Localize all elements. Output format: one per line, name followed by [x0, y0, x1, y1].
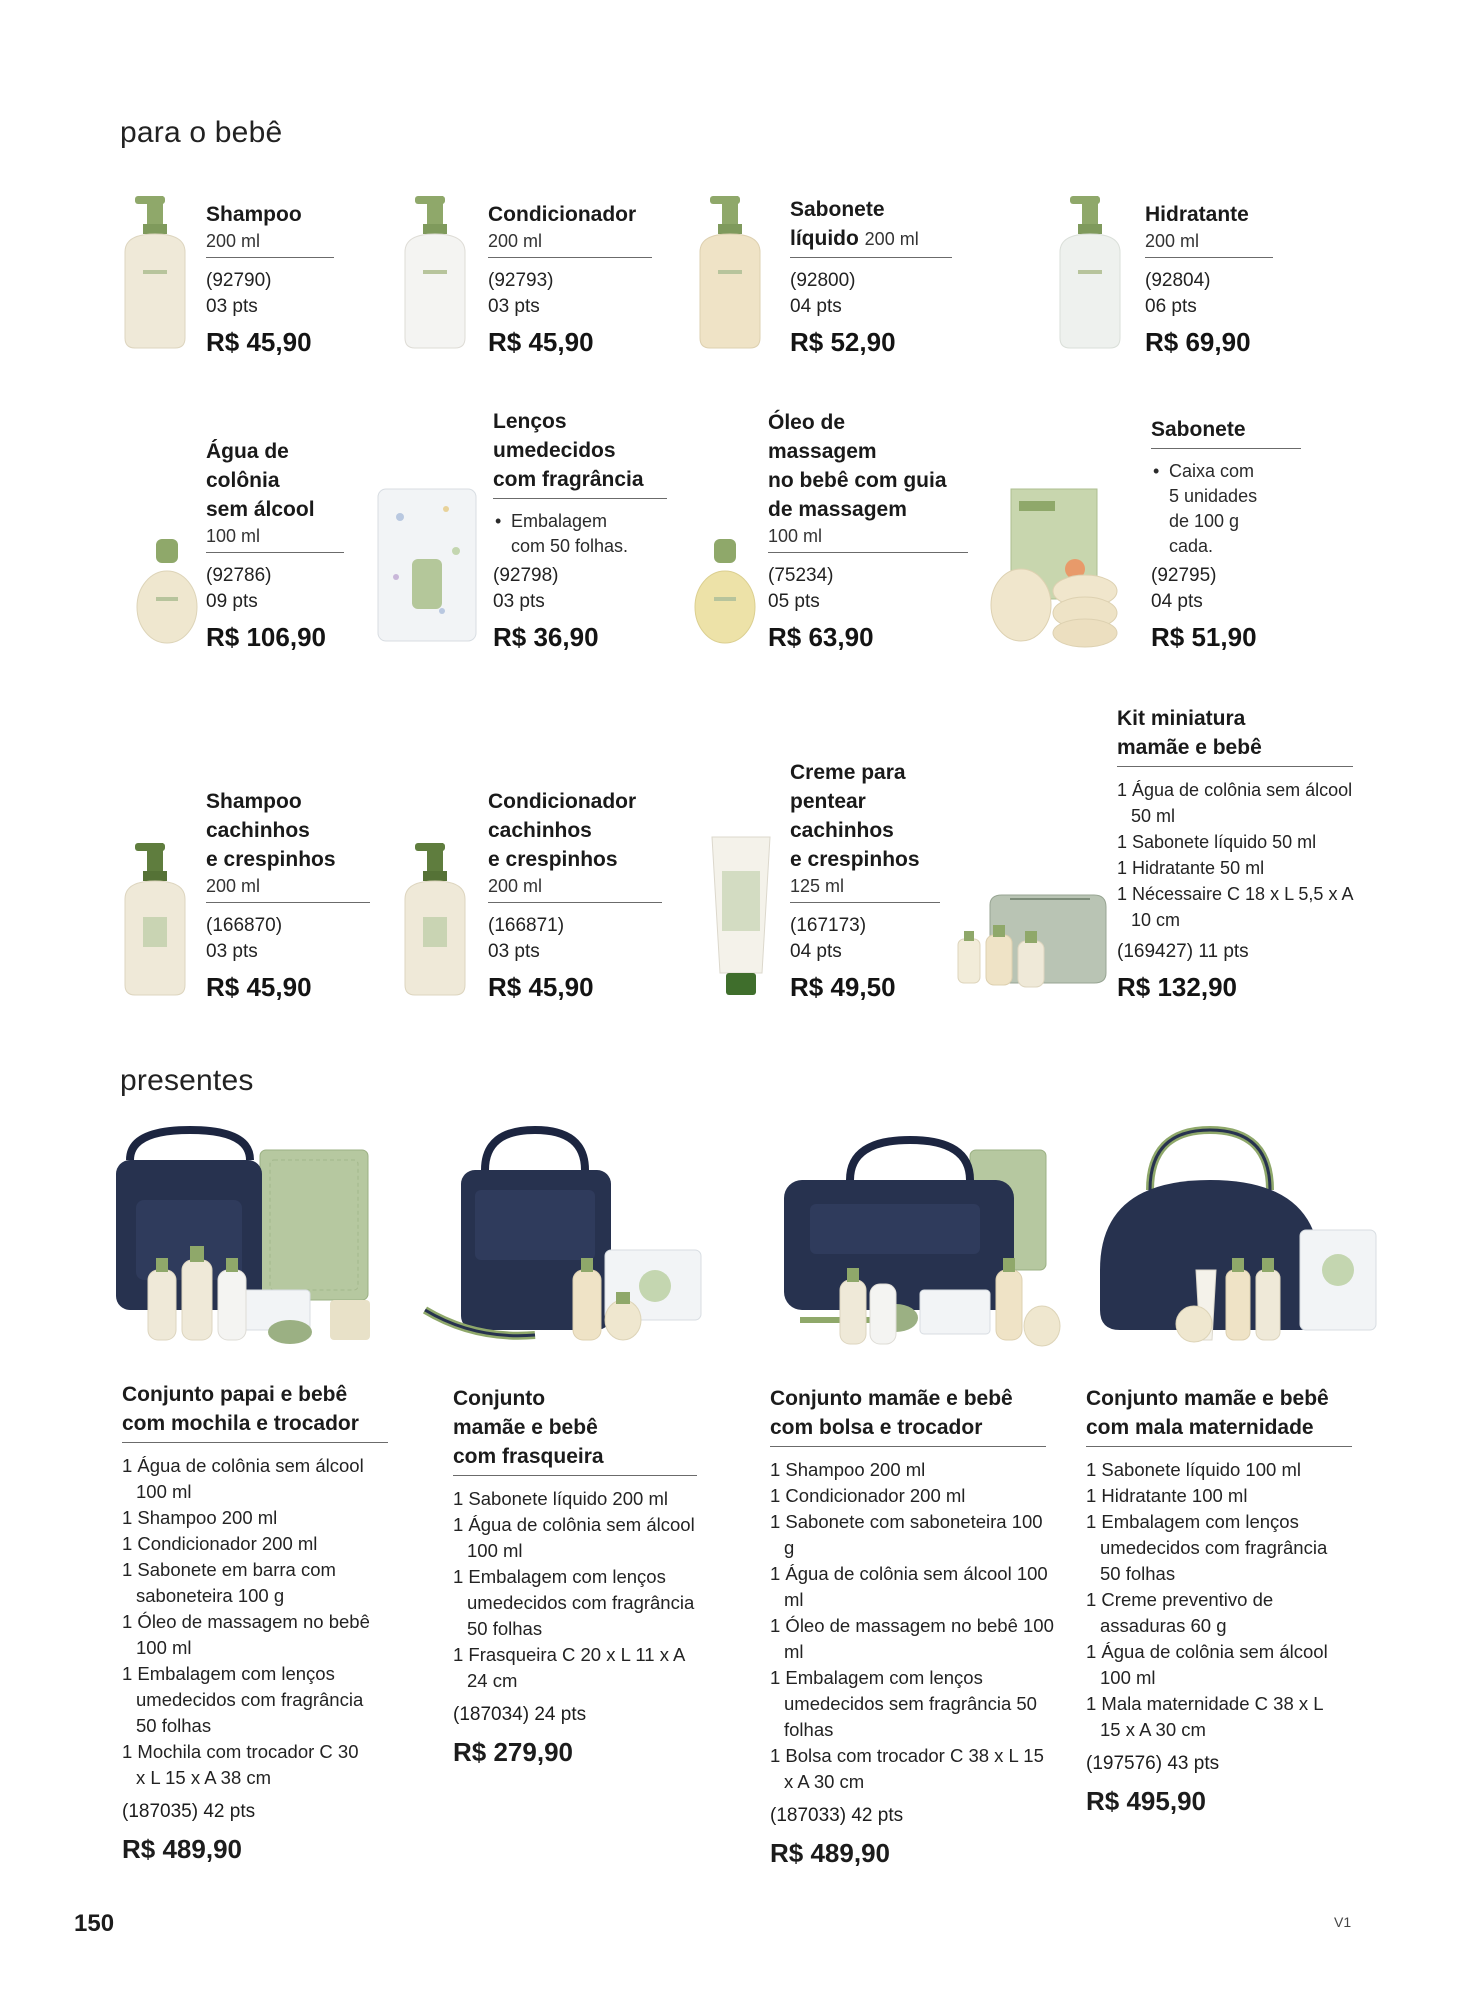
product-price: R$ 49,50 — [790, 972, 896, 1002]
conditioner-bottle-image — [397, 192, 473, 352]
product-points: 04 pts — [1151, 591, 1203, 612]
product-points: 03 pts — [493, 591, 545, 612]
product-code-points: (169427) 11 pts — [1117, 941, 1249, 962]
product-size: 100 ml — [768, 526, 823, 546]
gift-item: 1 Bolsa com trocador C 38 x L 15 x A 30 cm — [770, 1745, 1044, 1792]
product-name-line: Sabonete — [1151, 418, 1246, 441]
product-name-line: pentear — [790, 790, 866, 813]
product-card[interactable] — [985, 365, 1315, 655]
product-code: (92786) — [206, 565, 272, 586]
maternity-bag-gift-set-image — [1090, 1120, 1380, 1360]
gift-item: 1 Shampoo 200 ml — [770, 1459, 926, 1480]
product-size: 200 ml — [206, 876, 261, 896]
liquid-soap-bottle-image — [692, 192, 768, 352]
product-card[interactable] — [370, 365, 690, 655]
product-card[interactable] — [1050, 70, 1350, 360]
kit-item: 1 Sabonete líquido 50 ml — [1117, 832, 1317, 852]
gift-name-line: Conjunto papai e bebê — [122, 1383, 348, 1406]
product-size: 100 ml — [206, 526, 261, 546]
gift-item: 1 Embalagem com lenços umedecidos com fragrância 50 folhas — [122, 1663, 364, 1736]
divider — [1151, 448, 1301, 449]
product-price: R$ 63,90 — [768, 622, 874, 652]
product-name-line: cachinhos — [206, 819, 310, 842]
product-name-line: massagem — [768, 440, 877, 463]
product-size: 200 ml — [206, 231, 261, 251]
massage-oil-bottle-image — [692, 537, 758, 647]
product-code: (166870) — [206, 915, 283, 936]
shoulder-bag-gift-set-image — [770, 1120, 1080, 1360]
product-card[interactable] — [690, 710, 990, 1005]
gift-price: R$ 489,90 — [122, 1834, 242, 1864]
gift-item: 1 Mochila com trocador C 30 x L 15 x A 38 cm — [122, 1741, 359, 1788]
bullet-line: Caixa com — [1169, 461, 1255, 481]
product-price: R$ 106,90 — [206, 622, 326, 652]
kit-item: 1 Hidratante 50 ml — [1117, 858, 1265, 878]
section-title-gifts: presentes — [120, 1064, 254, 1097]
product-name-line: de massagem — [768, 498, 907, 521]
gift-price: R$ 489,90 — [770, 1838, 890, 1868]
gift-item: 1 Sabonete líquido 100 ml — [1086, 1459, 1301, 1480]
product-bullet — [493, 509, 683, 559]
gift-code-points: (197576) 43 pts — [1086, 1753, 1220, 1774]
bullet-line: 5 unidades — [1169, 486, 1258, 506]
gift-name-line: mamãe e bebê — [453, 1416, 598, 1439]
product-size: 200 ml — [864, 229, 919, 249]
product-code: (92790) — [206, 270, 272, 291]
divider — [768, 552, 968, 553]
product-price: R$ 45,90 — [488, 327, 594, 357]
divider — [206, 257, 334, 258]
product-code: (166871) — [488, 915, 565, 936]
cologne-bottle-image — [134, 537, 200, 647]
product-size: 200 ml — [488, 231, 543, 251]
gift-item: 1 Condicionador 200 ml — [770, 1485, 966, 1506]
product-name-line: no bebê com guia — [768, 469, 947, 492]
product-card[interactable] — [395, 70, 695, 360]
divider — [1086, 1446, 1352, 1447]
section-title-baby: para o bebê — [120, 116, 283, 149]
gift-code-points: (187033) 42 pts — [770, 1805, 904, 1826]
curly-conditioner-bottle-image — [397, 839, 473, 999]
bullet-line: Embalagem — [511, 511, 608, 531]
gift-item: 1 Hidratante 100 ml — [1086, 1485, 1248, 1506]
product-price: R$ 51,90 — [1151, 622, 1257, 652]
product-card[interactable] — [690, 70, 990, 360]
divider — [790, 902, 940, 903]
moisturizer-bottle-image — [1052, 192, 1128, 352]
product-code: (75234) — [768, 565, 834, 586]
divider — [1117, 766, 1353, 767]
gift-item: 1 Água de colônia sem álcool 100 ml — [453, 1514, 695, 1561]
gift-card[interactable] — [1086, 1384, 1376, 1819]
product-name-line: colônia — [206, 469, 280, 492]
gift-item: 1 Embalagem com lenços umedecidos sem fragrância 50 folhas — [770, 1667, 1037, 1740]
divider — [1145, 257, 1273, 258]
product-bullet — [1151, 459, 1321, 559]
product-points: 03 pts — [488, 296, 540, 317]
gift-item: 1 Mala maternidade C 38 x L 15 x A 30 cm — [1086, 1693, 1323, 1740]
gift-name-line: com mochila e trocador — [122, 1412, 359, 1435]
product-points: 09 pts — [206, 591, 258, 612]
product-price: R$ 52,90 — [790, 327, 896, 357]
divider — [488, 257, 652, 258]
gift-price: R$ 279,90 — [453, 1737, 573, 1767]
product-code: (92798) — [493, 565, 559, 586]
divider — [493, 498, 667, 499]
product-name-line: Condicionador — [488, 203, 637, 226]
gift-name-line: com frasqueira — [453, 1445, 604, 1468]
product-name-line: Creme para — [790, 761, 906, 784]
divider — [122, 1442, 388, 1443]
gift-item: 1 Água de colônia sem álcool 100 ml — [770, 1563, 1048, 1610]
product-points: 04 pts — [790, 296, 842, 317]
gift-name-line: Conjunto — [453, 1387, 546, 1410]
product-price: R$ 36,90 — [493, 622, 599, 652]
product-points: 03 pts — [206, 296, 258, 317]
gift-item: 1 Óleo de massagem no bebê 100 ml — [770, 1615, 1054, 1662]
product-name-line: umedecidos — [493, 439, 616, 462]
product-code: (92795) — [1151, 565, 1217, 586]
mini-kit-pouch-image — [950, 885, 1110, 995]
gift-name-line: com bolsa e trocador — [770, 1416, 983, 1439]
bullet-line: cada. — [1169, 536, 1214, 556]
gift-item: 1 Shampoo 200 ml — [122, 1507, 278, 1528]
product-name-line: com fragrância — [493, 468, 644, 491]
gift-item: 1 Creme preventivo de assaduras 60 g — [1086, 1589, 1274, 1636]
product-code: (92793) — [488, 270, 554, 291]
shampoo-bottle-image — [117, 192, 193, 352]
gift-code-points: (187034) 24 pts — [453, 1704, 587, 1725]
gift-card[interactable] — [122, 1380, 422, 1867]
gift-name-line: com mala maternidade — [1086, 1416, 1314, 1439]
product-price: R$ 69,90 — [1145, 327, 1251, 357]
divider — [206, 552, 344, 553]
gift-item: 1 Condicionador 200 ml — [122, 1533, 318, 1554]
product-code: (92800) — [790, 270, 856, 291]
bullet-line: com 50 folhas. — [511, 536, 629, 556]
product-name-line: Hidratante — [1145, 203, 1249, 226]
product-name-line: Kit miniatura — [1117, 707, 1246, 730]
product-name-line: mamãe e bebê — [1117, 736, 1262, 759]
divider — [770, 1446, 1046, 1447]
page-number: 150 — [74, 1910, 115, 1937]
product-name-line: Shampoo — [206, 203, 302, 226]
gift-item: 1 Sabonete com saboneteira 100 g — [770, 1511, 1043, 1558]
curly-shampoo-bottle-image — [117, 839, 193, 999]
product-name-line: Shampoo — [206, 790, 302, 813]
product-name-line: cachinhos — [488, 819, 592, 842]
bullet-line: de 100 g — [1169, 511, 1240, 531]
kit-item: 1 Nécessaire C 18 x L 5,5 x A 10 cm — [1117, 884, 1353, 930]
divider — [790, 257, 952, 258]
kit-item: 1 Água de colônia sem álcool 50 ml — [1117, 780, 1353, 826]
product-points: 04 pts — [790, 941, 842, 962]
product-points: 03 pts — [206, 941, 258, 962]
product-card[interactable] — [950, 690, 1370, 1005]
product-points: 05 pts — [768, 591, 820, 612]
gift-item: 1 Óleo de massagem no bebê 100 ml — [122, 1611, 370, 1658]
product-points: 06 pts — [1145, 296, 1197, 317]
product-name-line: líquido — [790, 227, 859, 250]
product-name-line: e crespinhos — [790, 848, 920, 871]
product-price: R$ 45,90 — [206, 327, 312, 357]
gift-item: 1 Sabonete em barra com saboneteira 100 g — [122, 1559, 336, 1606]
gift-price: R$ 495,90 — [1086, 1786, 1206, 1816]
product-name-line: e crespinhos — [488, 848, 618, 871]
divider — [453, 1475, 697, 1476]
product-card[interactable] — [690, 365, 990, 655]
gift-item: 1 Embalagem com lenços umedecidos com fragrância 50 folhas — [453, 1566, 695, 1639]
gift-name-line: Conjunto mamãe e bebê — [1086, 1387, 1329, 1410]
gift-card[interactable] — [453, 1384, 713, 1770]
product-name-line: sem álcool — [206, 498, 315, 521]
backpack-gift-set-image — [100, 1120, 400, 1360]
gift-item: 1 Embalagem com lenços umedecidos com fragrância 50 folhas — [1086, 1511, 1328, 1584]
product-price: R$ 132,90 — [1117, 972, 1237, 1002]
product-name-line: Óleo de — [768, 411, 846, 434]
product-size: 200 ml — [488, 876, 543, 896]
version-label: V1 — [1334, 1914, 1352, 1930]
product-code: (92804) — [1145, 270, 1211, 291]
product-card[interactable] — [115, 70, 415, 360]
wet-wipes-package-image — [372, 481, 482, 649]
gift-item: 1 Água de colônia sem álcool 100 ml — [122, 1455, 364, 1502]
product-price: R$ 45,90 — [488, 972, 594, 1002]
styling-cream-tube-image — [706, 831, 776, 999]
product-name-line: Lenços — [493, 410, 567, 433]
product-card[interactable] — [115, 710, 415, 1005]
bar-soap-box-image — [985, 479, 1125, 649]
product-size: 200 ml — [1145, 231, 1200, 251]
product-points: 03 pts — [488, 941, 540, 962]
gift-code-points: (187035) 42 pts — [122, 1801, 256, 1822]
gift-item: 1 Água de colônia sem álcool 100 ml — [1086, 1641, 1328, 1688]
product-size: 125 ml — [790, 876, 845, 896]
product-price: R$ 45,90 — [206, 972, 312, 1002]
divider — [488, 902, 662, 903]
gift-card[interactable] — [770, 1384, 1060, 1871]
product-name-line: cachinhos — [790, 819, 894, 842]
divider — [206, 902, 370, 903]
product-name-line: Água de — [206, 440, 289, 463]
product-name-line: e crespinhos — [206, 848, 336, 871]
gift-item: 1 Frasqueira C 20 x L 11 x A 24 cm — [453, 1644, 685, 1691]
tote-gift-set-image — [415, 1120, 705, 1360]
product-card[interactable] — [130, 365, 410, 655]
product-card[interactable] — [395, 710, 695, 1005]
gift-name-line: Conjunto mamãe e bebê — [770, 1387, 1013, 1410]
gift-item: 1 Sabonete líquido 200 ml — [453, 1488, 668, 1509]
product-name-line: Sabonete — [790, 198, 885, 221]
product-code: (167173) — [790, 915, 867, 936]
product-name-line: Condicionador — [488, 790, 637, 813]
